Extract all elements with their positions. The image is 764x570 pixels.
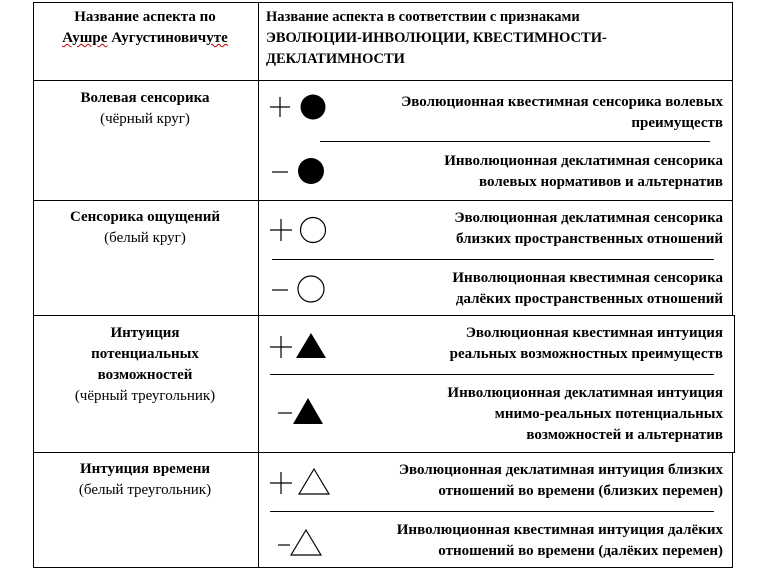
- column-divider: [258, 2, 259, 568]
- aspect-label: Интуиция времени (белый треугольник): [78, 461, 212, 498]
- header-separator: [33, 80, 733, 81]
- header-aspect-name: Название аспекта по Аушре Аугустиновичуте: [62, 9, 228, 46]
- aspect-description-minus: Инволюционная квестимная интуиция далёких отношений во времени (далёких перемен): [396, 522, 723, 559]
- table-border-right: [734, 315, 735, 452]
- subrow-separator: [270, 374, 714, 375]
- table-border-right: [732, 452, 733, 568]
- subrow-separator: [320, 141, 710, 142]
- aspect-label: Интуиция потенциальных возможностей (чёрный треугольник): [74, 325, 216, 404]
- subrow-separator: [272, 259, 714, 260]
- aspect-description-plus: Эволюционная квестимная сенсорика волевых преимуществ: [401, 94, 723, 131]
- table-border-top: [33, 2, 733, 3]
- aspect-label: Сенсорика ощущений (белый круг): [69, 209, 221, 246]
- aspect-description-minus: Инволюционная деклатимная сенсорика волевых нормативов и альтернатив: [444, 153, 723, 190]
- aspect-description-plus: Эволюционная деклатимная сенсорика близких пространственных отношений: [454, 210, 723, 247]
- row-separator: [33, 452, 735, 453]
- aspect-label: Волевая сенсорика (чёрный круг): [80, 90, 210, 127]
- table-border-bottom: [33, 567, 733, 568]
- header-aspect-traits: Название аспекта в соответствии с признаками ЭВОЛЮЦИИ-ИНВОЛЮЦИИ, КВЕСТИМНОСТИ- ДЕКЛАТИМНОСТИ: [266, 9, 607, 67]
- row-separator: [33, 315, 735, 316]
- row-separator: [33, 200, 733, 201]
- aspect-description-plus: Эволюционная деклатимная интуиция близких отношений во времени (близких перемен): [398, 462, 723, 499]
- aspect-description-minus: Инволюционная деклатимная интуиция мнимо-реальных потенциальных возможностей и альтернатив: [447, 385, 723, 443]
- subrow-separator: [270, 511, 714, 512]
- aspect-description-plus: Эволюционная квестимная интуиция реальных возможностных преимуществ: [449, 325, 723, 362]
- aspect-description-minus: Инволюционная квестимная сенсорика далёких пространственных отношений: [452, 270, 723, 307]
